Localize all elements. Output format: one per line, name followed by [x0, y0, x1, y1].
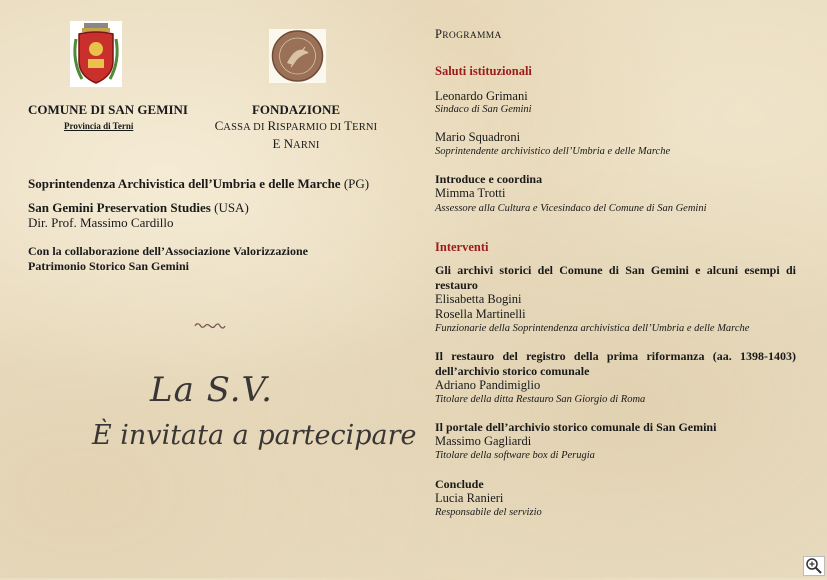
speaker-role: Funzionarie della Soprintendenza archivistica dell’Umbria e delle Marche — [435, 323, 750, 334]
speaker-role: Sindaco di San Gemini — [435, 104, 532, 115]
talk-title: Il portale dell’archivio storico comunale di San Gemini — [435, 420, 717, 434]
soprintendenza-line: Soprintendenza Archivistica dell’Umbria e delle Marche (PG) — [28, 176, 370, 191]
magnifier-plus-icon — [804, 557, 824, 575]
talk-title: Gli archivi storici del Comune di San Gemini e alcuni esempi di — [435, 263, 796, 277]
speaker-name: Adriano Pandimiglio — [435, 378, 541, 392]
preservation-line: San Gemini Preservation Studies (USA) — [28, 200, 249, 215]
speaker-name: Elisabetta Bogini — [435, 292, 522, 306]
introduce-title: Introduce e coordina — [435, 172, 543, 186]
comune-province: Provincia di Terni — [64, 121, 134, 131]
collaboration-line2: Patrimonio Storico San Gemini — [28, 259, 189, 273]
conclude-title: Conclude — [435, 477, 484, 491]
speaker-name: Mimma Trotti — [435, 186, 506, 200]
preservation-director: Dir. Prof. Massimo Cardillo — [28, 215, 174, 230]
talk-title: Il restauro del registro della prima riformanza (aa. 1398-1403) — [435, 349, 796, 363]
ornament-flourish-icon — [193, 318, 227, 336]
talk-title-cont: dell’archivio storico comunale — [435, 364, 590, 378]
speaker-name: Leonardo Grimani — [435, 89, 528, 103]
comune-crest-logo — [70, 21, 122, 87]
speaker-name: Rosella Martinelli — [435, 307, 526, 321]
speaker-role: Soprintendente archivistico dell’Umbria e delle Marche — [435, 146, 671, 157]
invite-line2: È invitata a partecipare — [92, 420, 417, 451]
speaker-role: Titolare della software box di Perugia — [435, 450, 595, 461]
speaker-name: Lucia Ranieri — [435, 491, 504, 505]
speaker-name: Massimo Gagliardi — [435, 434, 532, 448]
comune-name: COMUNE DI SAN GEMINI — [28, 102, 188, 117]
fondazione-line3: E NARNI — [272, 136, 320, 151]
fondazione-line1: FONDAZIONE — [251, 102, 341, 117]
interventi-heading: Interventi — [435, 240, 489, 254]
talk-title-cont: restauro — [435, 278, 478, 292]
speaker-role: Responsabile del servizio — [435, 507, 542, 518]
zoom-button[interactable] — [803, 556, 825, 576]
saluti-heading: Saluti istituzionali — [435, 64, 532, 78]
fondazione-block — [196, 102, 396, 154]
fondazione-seal-logo — [269, 29, 326, 83]
speaker-role: Assessore alla Cultura e Vicesindaco del Comune di San Gemini — [435, 203, 707, 214]
fondazione-line2: CASSA DI RISPARMIO DI TERNI — [214, 118, 378, 133]
speaker-role: Titolare della ditta Restauro San Giorgio di Roma — [435, 394, 646, 405]
programma-heading: PROGRAMMA — [435, 27, 502, 41]
speaker-name: Mario Squadroni — [435, 130, 521, 144]
collaboration-line1: Con la collaborazione dell’Associazione Valorizzazione — [28, 244, 308, 258]
invite-line1: La S.V. — [150, 370, 273, 410]
